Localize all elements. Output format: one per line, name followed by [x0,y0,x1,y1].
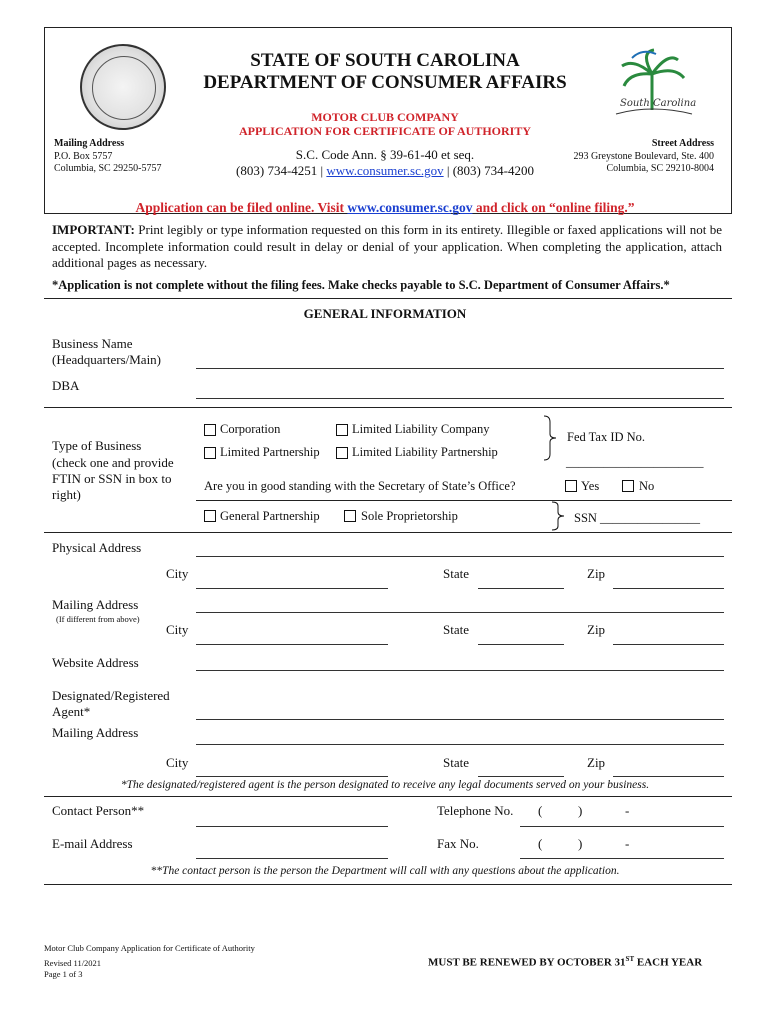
divider-top [44,298,732,299]
telephone-label: Telephone No. [437,803,514,818]
lp-checkbox[interactable] [204,447,216,459]
good-standing-yes-label: Yes [581,479,600,493]
mailing-if-different-note: (If different from above) [56,614,140,624]
physical-address-input[interactable] [196,556,724,557]
street-address-line1: 293 Greystone Boulevard, Ste. 400 [573,151,714,162]
online-post: and click on “online filing.” [475,200,635,215]
fax-paren-open: ( [538,836,543,851]
form-name-line2: APPLICATION FOR CERTIFICATE OF AUTHORITY [238,124,532,138]
llc-label: Limited Liability Company [352,422,490,436]
general-partnership-checkbox[interactable] [204,510,216,522]
email-label: E-mail Address [52,836,133,851]
good-standing-yes-checkbox[interactable] [565,480,577,492]
agent-state-input[interactable] [478,776,564,777]
good-standing-no-label: No [639,479,655,493]
footer-form-name: Motor Club Company Application for Certificate of Authority [44,943,255,953]
street-address-line2: Columbia, SC 29210-8004 [606,163,714,174]
important-paragraph [52,222,722,272]
agent-mailing-label: Mailing Address [52,725,139,740]
general-information-heading: GENERAL INFORMATION [303,306,467,321]
online-filing-link[interactable]: www.consumer.sc.gov [347,200,473,215]
important-text: Print legibly or type information requested on this form in its entirety. Illegible or faxed applications will not be accepted. Incomplete information could result in delay or denial of your application. When completing the application, attach additional pages as necessary. [52,222,723,270]
physical-state-label: State [443,566,469,581]
department-title: DEPARTMENT OF CONSUMER AFFAIRS [203,72,567,93]
type-of-business-sub2: FTIN or SSN in box to [52,471,172,486]
phone-2: | (803) 734-4200 [446,163,534,178]
agent-city-label: City [166,755,189,770]
ssn-field[interactable]: SSN ________________ [574,511,701,525]
llp-checkbox[interactable] [336,447,348,459]
header-website-link[interactable]: www.consumer.sc.gov [326,163,444,178]
ssn-brace-icon [548,500,568,532]
sole-proprietorship-label: Sole Proprietorship [361,509,458,523]
online-filing-note [0,200,770,216]
sole-proprietorship-checkbox[interactable] [344,510,356,522]
divider-business [44,407,732,408]
footer-page-number: Page 1 of 3 [44,969,83,979]
renewal-notice [428,955,702,969]
physical-city-label: City [166,566,189,581]
divider-agent [44,796,732,797]
mailing-zip-label: Zip [587,622,606,637]
corporation-checkbox[interactable] [204,424,216,436]
divider-good-standing [196,500,732,501]
business-name-sub-label: (Headquarters/Main) [52,352,162,367]
general-partnership-label: General Partnership [220,509,320,523]
website-address-label: Website Address [52,655,139,670]
agent-name-input[interactable] [196,719,724,720]
business-name-input[interactable] [196,368,724,369]
statute-code: S.C. Code Ann. § 39-61-40 et seq. [295,147,475,162]
contact-footnote: **The contact person is the person the Department will call with any questions about the application. [150,865,620,877]
fed-tax-id-label: Fed Tax ID No. [567,430,646,444]
agent-zip-label: Zip [587,755,606,770]
corporation-label: Corporation [220,422,281,436]
mailing-address-line2: Columbia, SC 29250-5757 [54,163,162,174]
fed-tax-id-input[interactable]: ______________________ [566,455,704,469]
logo-text: South Carolina [620,98,697,109]
agent-sub-label: Agent* [52,704,91,719]
mailing-city-input[interactable] [196,644,388,645]
state-title: STATE OF SOUTH CAROLINA [250,50,520,71]
fed-tax-brace-icon [540,414,560,462]
mailing-address-input[interactable] [196,612,724,613]
physical-city-input[interactable] [196,588,388,589]
dba-input[interactable] [196,398,724,399]
street-address-title: Street Address [651,138,714,149]
physical-zip-input[interactable] [613,588,724,589]
physical-state-input[interactable] [478,588,564,589]
fax-label: Fax No. [437,836,479,851]
agent-city-input[interactable] [196,776,388,777]
mailing-address-label: Mailing Address [52,597,139,612]
website-address-input[interactable] [196,670,724,671]
physical-zip-label: Zip [587,566,606,581]
telephone-paren-close: ) [578,803,583,818]
physical-address-label: Physical Address [52,540,142,555]
fax-paren-close: ) [578,836,583,851]
dba-label: DBA [52,378,80,393]
footer-revised: Revised 11/2021 [44,958,102,968]
form-name-line1: MOTOR CLUB COMPANY [311,110,459,124]
contact-person-label: Contact Person** [52,803,145,818]
mailing-city-label: City [166,622,189,637]
mailing-zip-input[interactable] [613,644,724,645]
telephone-paren-open: ( [538,803,543,818]
type-of-business-label: Type of Business [52,438,142,453]
renewal-text-end: EACH YEAR [634,956,703,969]
online-pre: Application can be filed online. Visit [135,200,344,215]
telephone-input[interactable] [520,826,724,827]
fax-input[interactable] [520,858,724,859]
business-name-label: Business Name [52,336,133,351]
llp-label: Limited Liability Partnership [352,445,498,459]
agent-label: Designated/Registered [52,688,170,703]
type-of-business-sub3: right) [52,487,81,502]
divider-type [44,532,732,533]
email-input[interactable] [196,858,388,859]
mailing-state-label: State [443,622,469,637]
fax-dash: - [625,836,630,851]
type-of-business-sub1: (check one and provide [52,455,174,470]
phone-1: (803) 734-4251 | [236,163,324,178]
good-standing-no-checkbox[interactable] [622,480,634,492]
divider-contact [44,884,732,885]
good-standing-question: Are you in good standing with the Secretary of State’s Office? [204,479,516,493]
renewal-superscript: ST [625,955,635,963]
mailing-state-input[interactable] [478,644,564,645]
lp-label: Limited Partnership [220,445,320,459]
contact-person-input[interactable] [196,826,388,827]
mailing-address-line1: P.O. Box 5757 [54,151,113,162]
mailing-address-title: Mailing Address [54,138,125,149]
renewal-text: MUST BE RENEWED BY OCTOBER 31 [428,956,626,969]
telephone-dash: - [625,803,630,818]
agent-footnote: *The designated/registered agent is the person designated to receive any legal documents served on your business. [120,779,650,791]
agent-mailing-input[interactable] [196,744,724,745]
agent-zip-input[interactable] [613,776,724,777]
llc-checkbox[interactable] [336,424,348,436]
important-label: IMPORTANT: [52,222,135,237]
filing-fee-note: *Application is not complete without the filing fees. Make checks payable to S.C. Department of Consumer Affairs.* [52,278,670,292]
agent-state-label: State [443,755,469,770]
